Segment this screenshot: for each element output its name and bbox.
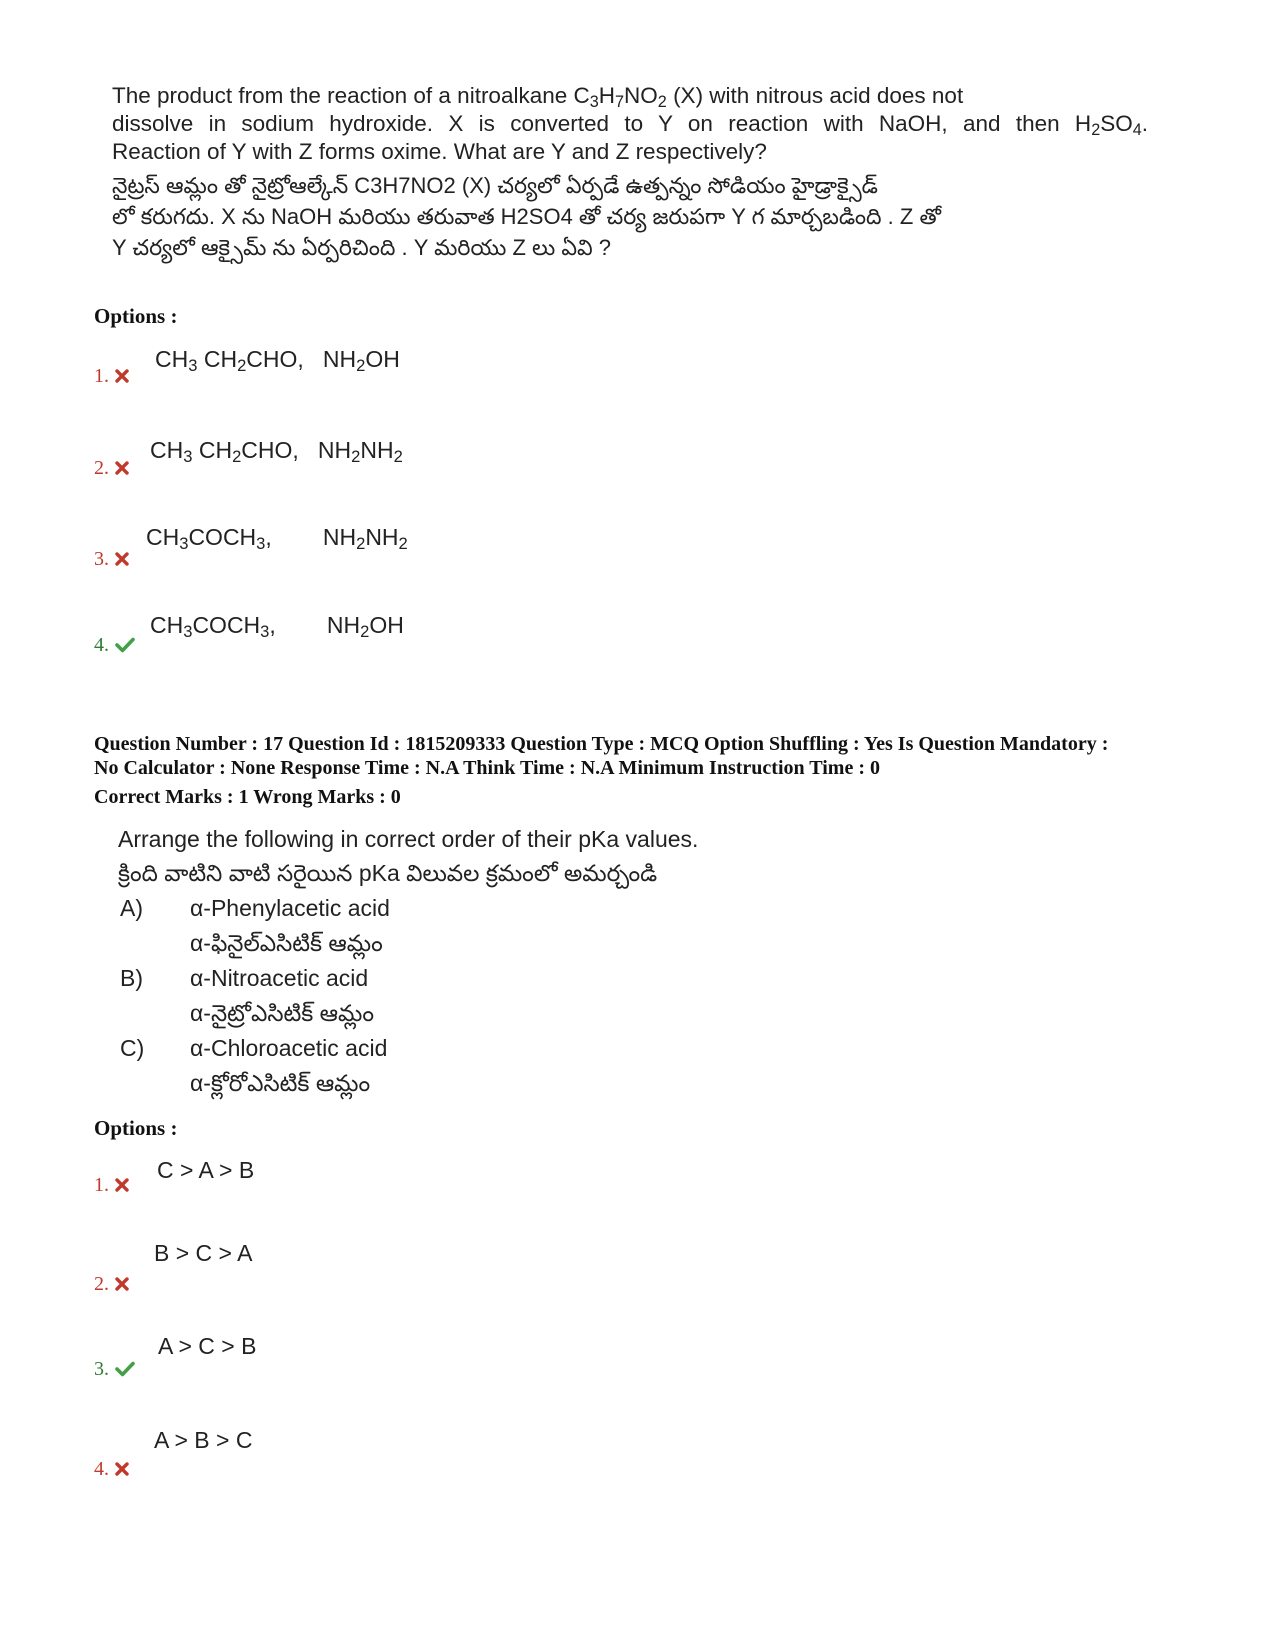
subscript: 7	[615, 93, 625, 112]
q17-meta-line-1: Question Number : 17 Question Id : 1815209333 Question Type : MCQ Option Shuffling : Yes Is Question Mandatory :	[94, 733, 1109, 755]
q17-te-prompt: క్రింది వాటిని వాటి సరైయిన pKa విలువల క్రమంలో అమర్చండి	[118, 860, 658, 886]
subscript: 2	[657, 93, 667, 112]
q16-option-4-text: $CH_3COCH_3$, $NH_2OH$	[150, 612, 404, 642]
option-number: 4.	[94, 633, 109, 656]
subscript: 2	[1091, 121, 1101, 140]
subscript: 2	[356, 356, 366, 376]
q17-item-a-en: α-Phenylacetic acid	[190, 895, 390, 921]
subscript: 2	[393, 447, 403, 467]
option-number: 2.	[94, 456, 109, 479]
check-icon	[115, 1361, 135, 1377]
subscript: 3	[183, 622, 193, 642]
subscript: 2	[232, 447, 242, 467]
subscript: 3	[260, 622, 270, 642]
q16-question-block	[112, 82, 1148, 263]
q17-option-1-text: C > A > B	[157, 1157, 255, 1183]
q17-item-b-en: α-Nitroacetic acid	[190, 965, 369, 991]
q17-item-c-label: C)	[120, 1035, 145, 1061]
subscript: 2	[356, 534, 366, 554]
option-number: 3.	[94, 547, 109, 570]
subscript: 3	[179, 534, 189, 554]
q17-option-4-text: A > B > C	[154, 1427, 253, 1453]
option-number: 1.	[94, 1173, 109, 1196]
q17-item-c-en: α-Chloroacetic acid	[190, 1035, 388, 1061]
cross-icon	[115, 461, 129, 475]
subscript: 3	[188, 356, 198, 376]
q16-option-2[interactable]	[94, 456, 129, 480]
cross-icon	[115, 1462, 129, 1476]
q17-option-3-text: A > C > B	[158, 1333, 257, 1359]
subscript: 3	[256, 534, 266, 554]
subscript: 2	[237, 356, 247, 376]
q17-marks-line: Correct Marks : 1 Wrong Marks : 0	[94, 786, 401, 808]
option-number: 4.	[94, 1457, 109, 1480]
q16-en-line-3: Reaction of Y with Z forms oxime. What are Y and Z respectively?	[112, 139, 767, 164]
q16-option-3-text: $CH_3COCH_3$, $NH_2NH_2$	[146, 524, 408, 554]
q16-te-line-1: నైట్రస్ ఆమ్లం తో నైట్రోఆల్కేన్ C3H7NO2 (X) చర్యలో ఏర్పడే ఉత్పన్నం సోడియం హైడ్రాక్సైడ్	[112, 173, 878, 198]
q17-option-1[interactable]	[94, 1173, 129, 1197]
cross-icon	[115, 552, 129, 566]
q17-option-2-text: B > C > A	[154, 1240, 253, 1266]
cross-icon	[115, 1277, 129, 1291]
q17-item-b-label: B)	[120, 965, 143, 991]
subscript: 3	[589, 93, 599, 112]
check-icon	[115, 637, 135, 653]
subscript: 2	[398, 534, 408, 554]
subscript: 4	[1132, 121, 1142, 140]
q17-item-a-label: A)	[120, 895, 143, 921]
q16-option-4[interactable]	[94, 633, 135, 657]
q16-options-label: Options :	[94, 304, 178, 328]
subscript: 2	[360, 622, 370, 642]
q16-option-1[interactable]	[94, 364, 129, 388]
q16-te-line-3: Y చర్యలో ఆక్సైమ్ ను ఏర్పరిచింది . Y మరియు Z లు ఏవి ?	[112, 235, 611, 260]
q17-item-a-te: α-ఫినైల్ఎసిటిక్ ఆమ్లం	[190, 930, 383, 956]
subscript: 2	[351, 447, 361, 467]
q17-option-3[interactable]	[94, 1357, 135, 1381]
option-number: 3.	[94, 1357, 109, 1380]
q17-en-prompt: Arrange the following in correct order of their pKa values.	[118, 826, 699, 852]
q17-options-label: Options :	[94, 1116, 178, 1140]
q16-option-3[interactable]	[94, 547, 129, 571]
subscript: 3	[183, 447, 193, 467]
option-number: 2.	[94, 1272, 109, 1295]
cross-icon	[115, 1178, 129, 1192]
q16-option-2-text: $CH_3$ $CH_2CHO$, $NH_2NH_2$	[150, 437, 403, 467]
q16-en-line-2: dissolve in sodium hydroxide. X is converted to Y on reaction with NaOH, and then $H_2SO_4$.	[112, 111, 1148, 140]
option-number: 1.	[94, 364, 109, 387]
q16-option-1-text: $CH_3$ $CH_2CHO$, $NH_2OH$	[155, 346, 400, 376]
q16-en-line-1: The product from the reaction of a nitroalkane $C_3H_7NO_2$ (X) with nitrous acid does not	[112, 83, 964, 112]
q17-option-2[interactable]	[94, 1272, 129, 1296]
q17-meta-line-2: No Calculator : None Response Time : N.A Think Time : N.A Minimum Instruction Time : 0	[94, 757, 880, 779]
q17-item-c-te: α-క్లోరోఎసిటిక్ ఆమ్లం	[190, 1070, 371, 1096]
q17-item-b-te: α-నైట్రోఎసిటిక్ ఆమ్లం	[190, 1000, 374, 1026]
q16-te-line-2: లో కరుగదు. X ను NaOH మరియు తరువాత H2SO4 తో చర్య జరుపగా Y గ మార్చబడింది . Z తో	[112, 204, 941, 229]
cross-icon	[115, 369, 129, 383]
q17-option-4[interactable]	[94, 1457, 129, 1481]
